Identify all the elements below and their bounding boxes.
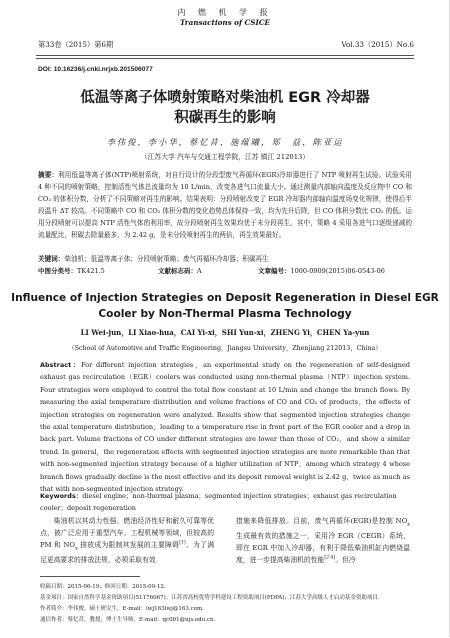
body-text: 措施来降低排放。目前，废气再循环(EGR)是控制 NO [236, 517, 408, 525]
header-rule-thin [36, 58, 414, 59]
footnotes [40, 582, 416, 626]
title-en-line1: Influence of Injection Strategies on Deposit Regeneration in Diesel EGR [11, 292, 439, 304]
body-text: 排放成为限制其发展的主要障碍 [77, 541, 180, 549]
running-header-volume: 第33卷（2015）第6期 [38, 40, 114, 49]
affiliation-cn: （江苏大学 汽车与交通工程学院，江苏 镇江 212013） [140, 153, 310, 161]
authors-cn: 李伟俊，李小华，蔡忆昔，施蕴曦，郑 益，陈亚运 [106, 137, 344, 147]
body-text: 。为了满足更高要求的排放法规，必须采取有效 [40, 541, 214, 565]
citation-ref: [1] [179, 540, 186, 546]
abstract-en-text: For different injection strategies，an experimental study on the regeneration of self-designed exhaust gas recirculation（EGR）coolers was conducted using non-thermal plasma（NTP）injection system. Four strategies were employed to control the total flow constant at 10 L/min and change the branch flows. By measuring the axial temperature distribution and volume fractions of CO and CO₂ of products，the effects of injection strategies on regeneration were analyzed. Results show that segmented injection strategies change the axial temperature distribution，leading to a temperature rise in front part of the EGR cooler and a drop in back part. Volume fractions of CO under different strategies are lower than those of CO₂，and show a similar trend. In general，the regeneration effects with segmented injection strategies are more remarkable than that with non-segmented injection strategy because of a higher utilization of NTP，among which strategy 4 whose branch flows gradually decline is the most effective and its deposit removal weight is 2.42 g，twice as much as that with non-segmented injection strategy. [40, 361, 410, 494]
footnote-fund: 基金项目：国家自然科学基金资助项目(51176067)；江苏省高校优势学科建设工程资助项目(PDPA)；江苏大学高级人才启动基金资助项目. [40, 595, 380, 601]
body-column-right [236, 515, 410, 566]
body-text: 柴油机以其动力性强、燃油经济性好和耐久可靠等优点，被广泛应用于重型汽车、工程机械等领域，但较高的 PM 和 NO [40, 517, 214, 549]
title-cn-line1: 低温等离子体喷射策略对柴油机 EGR 冷却器 [80, 90, 370, 106]
keywords-en [40, 490, 410, 514]
abstract-en [40, 359, 410, 495]
footnote-corresponding: 通信作者：蔡忆昔，教授，博士生导师，E-mail：qc001@ujs.edu.cn. [40, 617, 216, 623]
title-en-line2: Cooler by Non-Thermal Plasma Technology [98, 308, 352, 320]
clc-label: 中图分类号： [38, 267, 77, 275]
keywords-cn-text: 柴油机；低温等离子体；分段喷射策略；废气再循环冷却器；积碳再生 [64, 255, 269, 263]
keywords-en-label: Keywords： [40, 492, 83, 500]
footnote-received: 收稿日期：2015-06-19；修回日期：2015-09-12. [40, 584, 166, 590]
title-en [0, 290, 450, 322]
header-rule-thick [36, 55, 414, 56]
abstract-en-label: Abstract： [40, 361, 82, 369]
body-text: 。但冷 [335, 556, 356, 565]
keywords-cn [38, 254, 412, 264]
article-label: 文章编号： [258, 267, 291, 275]
article-number [258, 266, 385, 276]
affiliation-en: （School of Automotive and Traffic Engineering，Jiangsu University，Zhenjiang 212013，China） [68, 345, 382, 352]
title-cn [0, 88, 450, 128]
title-cn-line2: 积碳再生的影响 [174, 110, 276, 126]
abstract-cn-text: 利用低温等离子体(NTP)喷射系统，对自行设计的分段型废气再循环(EGR)冷却器进行了 NTP 喷射再生试验。试验采用 4 种不同的喷射策略，控制活性气体总流量均为 10 L/min，改变各进气口流量大小。通过测量内部轴向温度及反应物中 CO 和 CO₂ 的体积分数，分析了不同策略对再生的影响。结果表明：分段喷射改变了 EGR 冷却器内部轴向温度场变化规律，使得后半段温升 ΔT 较高。不同策略中 CO 和 CO₂ 体积分数的变化趋势总体保持一致，均为先升后降，但 CO 体积分数比 CO₂ 的低。运用分段喷射可以提高 NTP 活性气体的利用率，故分段喷射再生效果均优于未分段再生。其中，策略 4 采用各进气口逐级递减的流量配比，积碳去除量最多，为 2.42 g，是未分段喷射再生的两倍，再生效果最好。 [38, 171, 413, 239]
document-code [158, 266, 258, 276]
journal-name-cn: 内 燃 机 学 报 [177, 8, 273, 17]
doc-value: A [197, 267, 202, 275]
article-value: 1000-0909(2015)06-0543-06 [290, 267, 385, 275]
running-header-volume-en: Vol.33（2015）No.6 [341, 40, 414, 49]
abstract-cn-label: 摘要： [38, 171, 59, 179]
abstract-cn [38, 170, 412, 241]
body-text: 生成最有效的措施之一，采用冷 EGR（CEGR）系统，即在 EGR 中加入冷却器，有利于降低柴油机缸内燃烧温度，进一步提高柴油机的性能 [236, 532, 410, 565]
body-column-left [40, 515, 214, 566]
journal-name-en: Transactions of CSICE [179, 18, 271, 27]
running-header-journal [0, 8, 450, 28]
keywords-cn-label: 关键词： [38, 255, 65, 263]
classification-row [38, 266, 412, 276]
keywords-en-text: diesel engine；non-thermal plasma；segmented injection strategies；exhaust gas recirculation cooler；deposit regeneration [40, 492, 397, 512]
citation-ref: [2-4] [324, 556, 336, 562]
authors-en: LI Wei-jun，LI Xiao-hua，CAI Yi-xi，SHI Yun-xi，ZHENG Yi，CHEN Ya-yun [80, 328, 370, 337]
doi: DOI: 10.16236/j.cnki.nrjxb.201506077 [38, 66, 153, 73]
footnote-author: 作者简介：李伟俊，硕士研究生，E-mail：lwj163lwj@163.com. [40, 606, 204, 612]
subscript: x [74, 545, 78, 552]
footnote-rule [40, 576, 140, 577]
doc-label: 文献标志码： [158, 267, 197, 275]
subscript: x [407, 521, 410, 528]
clc-number [38, 266, 158, 276]
clc-value: TK421.5 [77, 267, 105, 275]
